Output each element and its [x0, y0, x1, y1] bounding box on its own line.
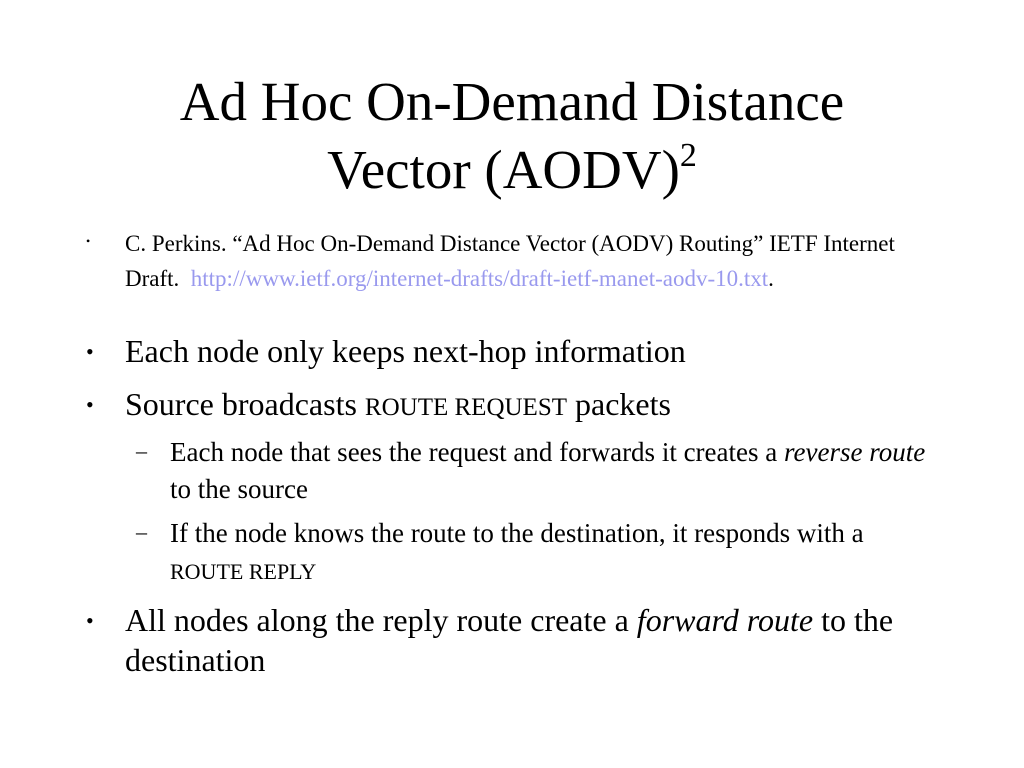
route-reply-term: ROUTE REPLY [170, 559, 317, 584]
title-line-2: Vector (AODV) [327, 139, 680, 200]
bullet-text-part1: Source broadcasts [125, 386, 357, 422]
forward-route-term: forward route [636, 602, 814, 638]
sub-bullet-text-part1: If the node knows the route to the destination, it responds with a [170, 518, 864, 548]
dash-icon: – [136, 438, 147, 463]
bullet-text: Each node only keeps next-hop information [125, 333, 686, 369]
title-line-1: Ad Hoc On-Demand Distance [179, 71, 845, 132]
bullet-icon: • [86, 608, 94, 633]
bullet-text [125, 600, 945, 680]
sub-bullet-text [170, 515, 950, 590]
bullet-icon: • [86, 234, 91, 248]
sub-bullet-text [170, 434, 950, 508]
reference-period: . [768, 266, 774, 291]
dash-icon: – [136, 519, 147, 544]
sub-bullet-text-part1: Each node that sees the request and forwards it creates a [170, 437, 778, 467]
slide-title [60, 68, 964, 204]
bullet-text-part2: packets [575, 386, 671, 422]
bullet-text [125, 384, 945, 428]
reverse-route-term: reverse route [784, 437, 926, 467]
reference-text [125, 226, 945, 296]
reference-citation: C. Perkins. “Ad Hoc On-Demand Distance Vector (AODV) Routing” IETF Internet Draft. [125, 231, 895, 291]
reference-link[interactable]: http://www.ietf.org/internet-drafts/draft-ietf-manet-aodv-10.txt [190, 266, 769, 291]
title-superscript: 2 [679, 137, 697, 174]
bullet-text-part2: to the destination [125, 602, 894, 678]
bullet-text-part1: All nodes along the reply route create a [125, 602, 629, 638]
bullet-icon: • [86, 392, 94, 417]
route-request-term: ROUTE REQUEST [364, 394, 567, 421]
sub-bullet-text-part2: to the source [170, 474, 308, 504]
bullet-icon: • [86, 339, 94, 364]
